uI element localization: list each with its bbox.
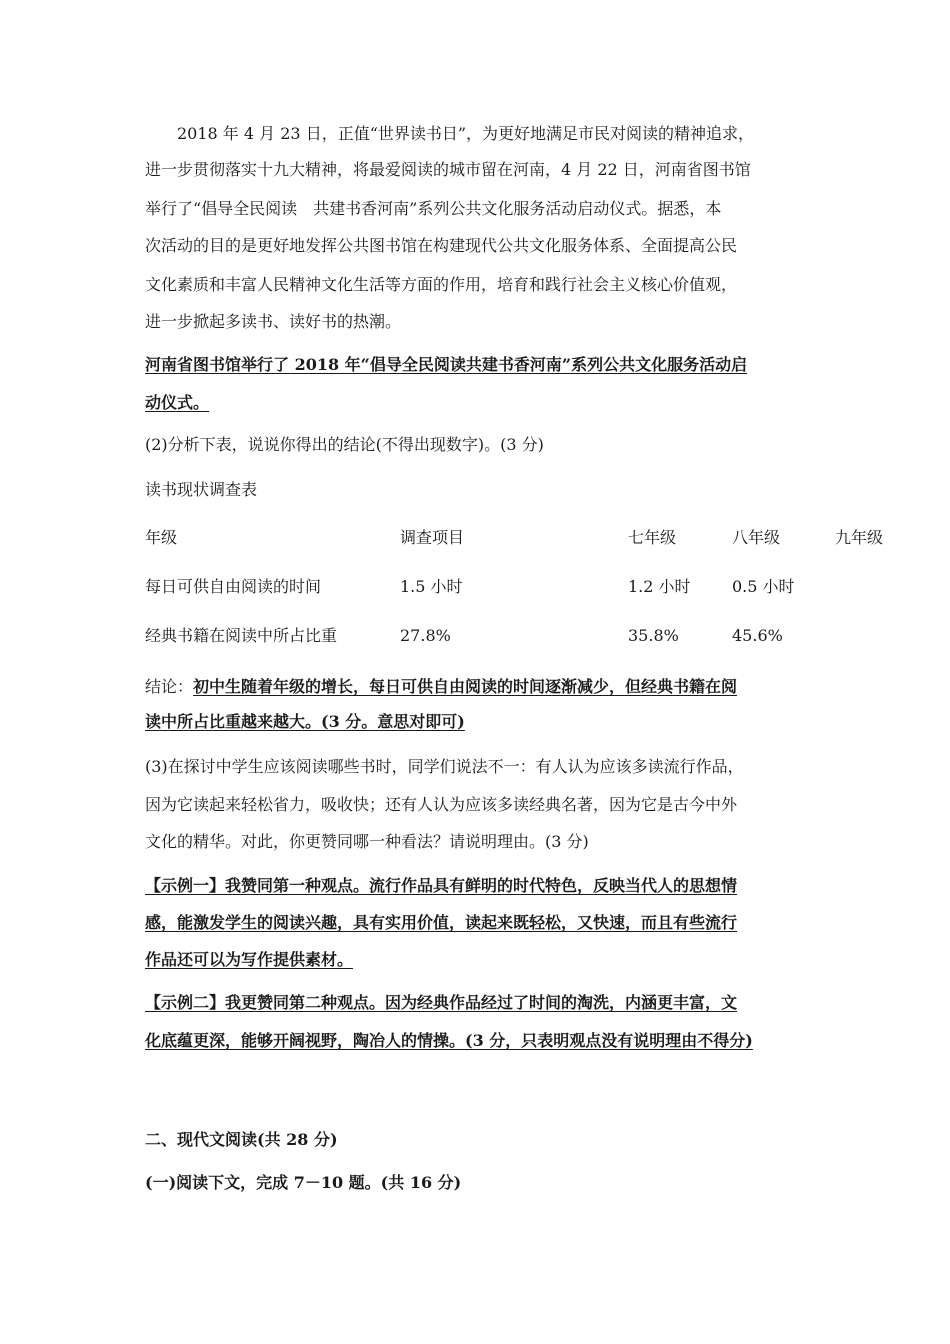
table-title: 读书现状调查表 — [145, 480, 258, 499]
intro-line: 举行了“倡导全民阅读 共建书香河南”系列公共文化服务活动启动仪式。据悉，本 — [145, 199, 722, 218]
question-3-line: 文化的精华。对此，你更赞同哪一种看法？请说明理由。(3 分) — [145, 832, 589, 851]
table-header-cell: 八年级 — [732, 528, 781, 547]
question-3-line: 因为它读起来轻松省力，吸收快；还有人认为应该多读经典名著，因为它是古今中外 — [145, 795, 738, 814]
table-cell: 每日可供自由阅读的时间 — [145, 577, 322, 596]
table-header-cell: 九年级 — [835, 528, 884, 547]
example-2-line: 化底蕴更深，能够开阔视野，陶冶人的情操。(3 分，只表明观点没有说明理由不得分) — [145, 1031, 753, 1050]
example-1-line: 【示例一】我赞同第一种观点。流行作品具有鲜明的时代特色，反映当代人的思想情 — [145, 876, 738, 895]
table-cell: 35.8% — [628, 626, 679, 645]
intro-line: 次活动的目的是更好地发挥公共图书馆在构建现代公共文化服务体系、全面提高公民 — [145, 236, 738, 255]
table-cell: 1.2 小时 — [628, 577, 691, 596]
table-header-cell: 年级 — [145, 528, 178, 547]
table-cell: 27.8% — [400, 626, 451, 645]
table-header-cell: 七年级 — [628, 528, 677, 547]
intro-line: 进一步贯彻落实十九大精神，将最爱阅读的城市留在河南，4 月 22 日，河南省图书馆 — [145, 160, 751, 179]
answer-1-line: 动仪式。 — [145, 393, 210, 412]
question-2: (2)分析下表，说说你得出的结论(不得出现数字)。(3 分) — [145, 435, 544, 454]
example-1-line: 感，能激发学生的阅读兴趣，具有实用价值，读起来既轻松，又快速，而且有些流行 — [145, 913, 738, 932]
question-3-line: (3)在探讨中学生应该阅读哪些书时，同学们说法不一：有人认为应该多读流行作品， — [145, 757, 744, 776]
intro-line: 文化素质和丰富人民精神文化生活等方面的作用，培育和践行社会主义核心价值观， — [145, 275, 738, 294]
table-header-cell: 调查项目 — [400, 528, 465, 547]
conclusion-line — [145, 677, 737, 697]
conclusion-label: 结论： — [145, 677, 194, 696]
example-1-line: 作品还可以为写作提供素材。 — [145, 950, 354, 969]
table-cell: 45.6% — [732, 626, 783, 645]
conclusion-answer-line: 读中所占比重越来越大。(3 分。意思对即可) — [145, 712, 465, 731]
intro-line: 2018 年 4 月 23 日，正值“世界读书日”，为更好地满足市民对阅读的精神追求， — [177, 124, 755, 143]
table-cell: 1.5 小时 — [400, 577, 463, 596]
answer-1-line: 河南省图书馆举行了 2018 年“倡导全民阅读共建书香河南”系列公共文化服务活动启 — [145, 355, 748, 374]
subsection-heading: (一)阅读下文，完成 7－10 题。(共 16 分) — [145, 1173, 462, 1192]
conclusion-answer: 初中生随着年级的增长，每日可供自由阅读的时间逐渐减少，但经典书籍在阅 — [193, 677, 738, 696]
example-2-line: 【示例二】我更赞同第二种观点。因为经典作品经过了时间的淘洗，内涵更丰富，文 — [145, 993, 738, 1012]
section-heading: 二、现代文阅读(共 28 分) — [145, 1130, 338, 1149]
table-cell: 经典书籍在阅读中所占比重 — [145, 626, 338, 645]
intro-line: 进一步掀起多读书、读好书的热潮。 — [145, 312, 402, 331]
table-cell: 0.5 小时 — [732, 577, 795, 596]
